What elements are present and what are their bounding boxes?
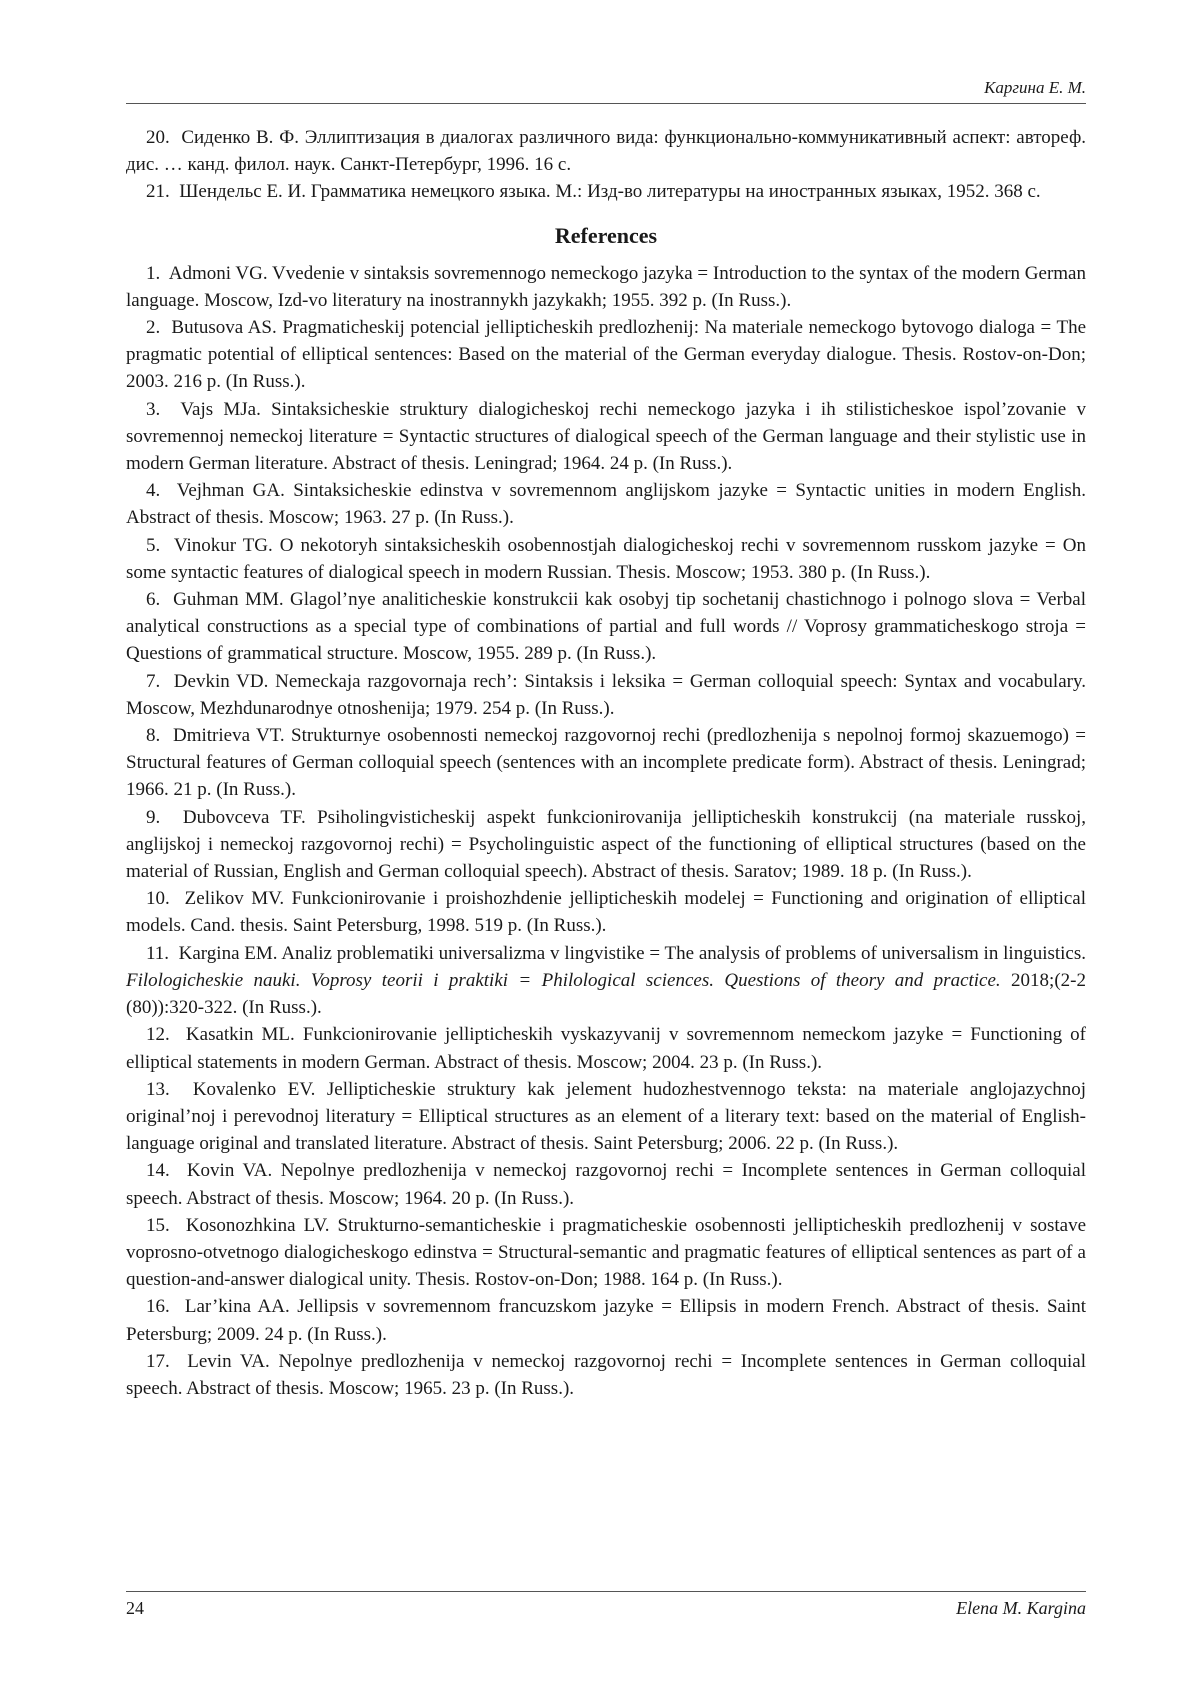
reference-text: Kovin VA. Nepolnye predlozhenija v nemeckoj razgovornoj rechi = Incomplete sentences in German colloquial speech. Abstract of thesis. Moscow; 1964. 20 p. (In Russ.). [126,1160,1086,1209]
reference-text: Dmitrieva VT. Strukturnye osobennosti nemeckoj razgovornoj rechi (predlozhenija s nepolnoj formoj skazuemogo) = Structural features of German colloquial speech (sentences with an incomplete predicate form). Abstract of thesis. Leningrad; 1966. 21 p. (In Russ.). [126,725,1087,801]
reference-entry [126,178,1086,205]
reference-entry [126,124,1086,178]
reference-entry [126,1212,1086,1294]
reference-entry [126,668,1086,722]
reference-text: Butusova AS. Pragmaticheskij potencial jellipticheskih predlozhenij: Na materiale nemeckogo bytovogo dialoga = The pragmatic potential of elliptical sentences: Based on the material of the German everyday dialogue. Thesis. Rostov-on-Don; 2003. 216 p. (In Russ.). [126,317,1087,393]
reference-text: Lar’kina AA. Jellipsis v sovremennom francuzskom jazyke = Ellipsis in modern French. Abstract of thesis. Saint Petersburg; 2009. 24 p. (In Russ.). [126,1296,1087,1345]
reference-text: Guhman MM. Glagol’nye analiticheskie konstrukcii kak osobyj tip sochetanij chastichnogo i polnogo slova = Verbal analytical constructions as a special type of combinations of partial and full words // Voprosy grammaticheskogo stroja = Questions of grammatical structure. Moscow, 1955. 289 p. (In Russ.). [126,589,1086,665]
reference-text: Kovalenko EV. Jellipticheskie struktury kak jelement hudozhestvennogo teksta: na materiale anglojazychnoj original’noj i perevodnoj literatury = Elliptical structures as an element of a literary text: based on the material of English-language original and translated literature. Abstract of thesis. Saint Petersburg; 2006. 22 p. (In Russ.). [126,1078,1086,1155]
reference-text: Kargina EM. Analiz problematiki universalizma v lingvistike = The analysis of problems of universalism in linguistics. [178,942,1086,964]
header-rule [126,103,1086,104]
running-head-author: Каргина Е. М. [984,78,1086,97]
reference-text: Vinokur TG. O nekotoryh sintaksicheskih osobennostjah dialogicheskoj rechi v sovremennom russkom jazyke = On some syntactic features of dialogical speech in modern Russian. Thesis. Moscow; 1953. 380 p. (In Russ.). [126,534,1086,583]
reference-entry [126,1021,1086,1075]
reference-number: 16. [146,1296,170,1318]
reference-number: 6. [146,589,161,611]
reference-journal-title: Filologicheskie nauki. Voprosy teorii i praktiki = Philological sciences. Questions of theory and practice. [126,969,1001,991]
reference-entry [126,885,1086,939]
reference-text: Admoni VG. Vvedenie v sintaksis sovremennogo nemeckogo jazyka = Introduction to the syntax of the modern German language. Moscow, Izd-vo literatury na inostrannykh jazykakh; 1955. 392 p. (In Russ.). [126,262,1086,311]
reference-number: 17. [146,1350,170,1372]
reference-entry [126,260,1086,314]
reference-number: 12. [146,1024,170,1046]
reference-text: Devkin VD. Nemeckaja razgovornaja rech’: Sintaksis i leksika = German colloquial speech: Syntax and vocabulary. Moscow, Mezhdunarodnye otnoshenija; 1979. 254 p. (In Russ.). [126,670,1086,719]
reference-entry [126,940,1086,1022]
reference-number: 5. [146,534,161,556]
reference-entry [126,722,1086,804]
reference-entry [126,477,1086,531]
reference-number: 10. [146,888,170,910]
reference-entry [126,532,1086,586]
reference-text: Kosonozhkina LV. Strukturno-semanticheskie i pragmaticheskie osobennosti jellipticheskih predlozhenij v sostave voprosno-otvetnogo dialogicheskogo edinstva = Structural-semantic and pragmatic features of elliptical sentences as part of a question-and-answer dialogical unity. Thesis. Rostov-on-Don; 1988. 164 p. (In Russ.). [126,1214,1087,1291]
reference-text-tail: 2018;(2-2 (80)):320-322. (In Russ.). [126,969,1086,1019]
reference-entry [126,1348,1086,1402]
page-number: 24 [126,1598,144,1618]
reference-list [126,260,1086,1403]
footer-author: Elena M. Kargina [956,1598,1086,1618]
reference-text: Dubovceva TF. Psiholingvisticheskij aspekt funkcionirovanija jellipticheskih konstrukcij (na materiale russkoj, anglijskoj i nemeckoj razgovornoj rechi) = Psycholinguistic aspect of the functioning of elliptical structures (based on the material of Russian, English and German colloquial speech). Abstract of thesis. Saratov; 1989. 18 p. (In Russ.). [126,806,1087,883]
reference-number: 3. [146,398,161,420]
reference-number: 21. [146,181,170,203]
reference-text: Vajs MJa. Sintaksicheskie struktury dialogicheskoj rechi nemeckogo jazyka i ih stilisticheskoe ispol’zovanie v sovremennoj nemeckoj literature = Syntactic structures of dialogical speech of the German language and their stylistic use in modern German literature. Abstract of thesis. Leningrad; 1964. 24 p. (In Russ.). [126,398,1086,475]
reference-text: Шендельс Е. И. Грамматика немецкого языка. М.: Изд-во литературы на иностранных языках, 1952. 368 с. [179,181,1041,203]
reference-text: Kasatkin ML. Funkcionirovanie jellipticheskih vyskazyvanij v sovremennom nemeckom jazyke = Functioning of elliptical statements in modern German. Abstract of thesis. Moscow; 2004. 23 p. (In Russ.). [126,1024,1086,1073]
reference-number: 14. [146,1160,170,1182]
reference-number: 1. [146,262,161,284]
reference-number: 15. [146,1214,170,1236]
reference-number: 20. [146,127,170,148]
footer-rule [126,1591,1086,1592]
page-footer [126,1598,1086,1619]
reference-entry [126,396,1086,478]
references-heading: References [554,222,658,248]
reference-entry [126,586,1086,668]
reference-number: 2. [146,317,161,339]
russian-reference-list [126,124,1086,206]
page-content [126,124,1086,1402]
reference-text: Сиденко В. Ф. Эллиптизация в диалогах различного вида: функционально-коммуникативный аспект: автореф. дис. … канд. филол. наук. Санкт-Петербург, 1996. 16 с. [126,127,1087,176]
reference-entry [126,1157,1086,1211]
reference-number: 11. [146,942,170,964]
reference-text: Vejhman GA. Sintaksicheskie edinstva v sovremennom anglijskom jazyke = Syntactic unities in modern English. Abstract of thesis. Moscow; 1963. 27 p. (In Russ.). [126,480,1086,529]
reference-entry [126,314,1086,396]
reference-number: 8. [146,725,161,747]
reference-text: Zelikov MV. Funkcionirovanie i proishozhdenie jellipticheskih modelej = Functioning and origination of elliptical models. Cand. thesis. Saint Petersburg, 1998. 519 p. (In Russ.). [126,888,1086,937]
reference-number: 4. [146,480,161,502]
reference-number: 13. [146,1078,170,1100]
reference-entry [126,1293,1086,1347]
reference-entry [126,804,1086,886]
reference-number: 9. [146,806,161,828]
reference-text: Levin VA. Nepolnye predlozhenija v nemeckoj razgovornoj rechi = Incomplete sentences in German colloquial speech. Abstract of thesis. Moscow; 1965. 23 p. (In Russ.). [126,1350,1086,1399]
reference-entry [126,1076,1086,1158]
reference-number: 7. [146,670,161,692]
